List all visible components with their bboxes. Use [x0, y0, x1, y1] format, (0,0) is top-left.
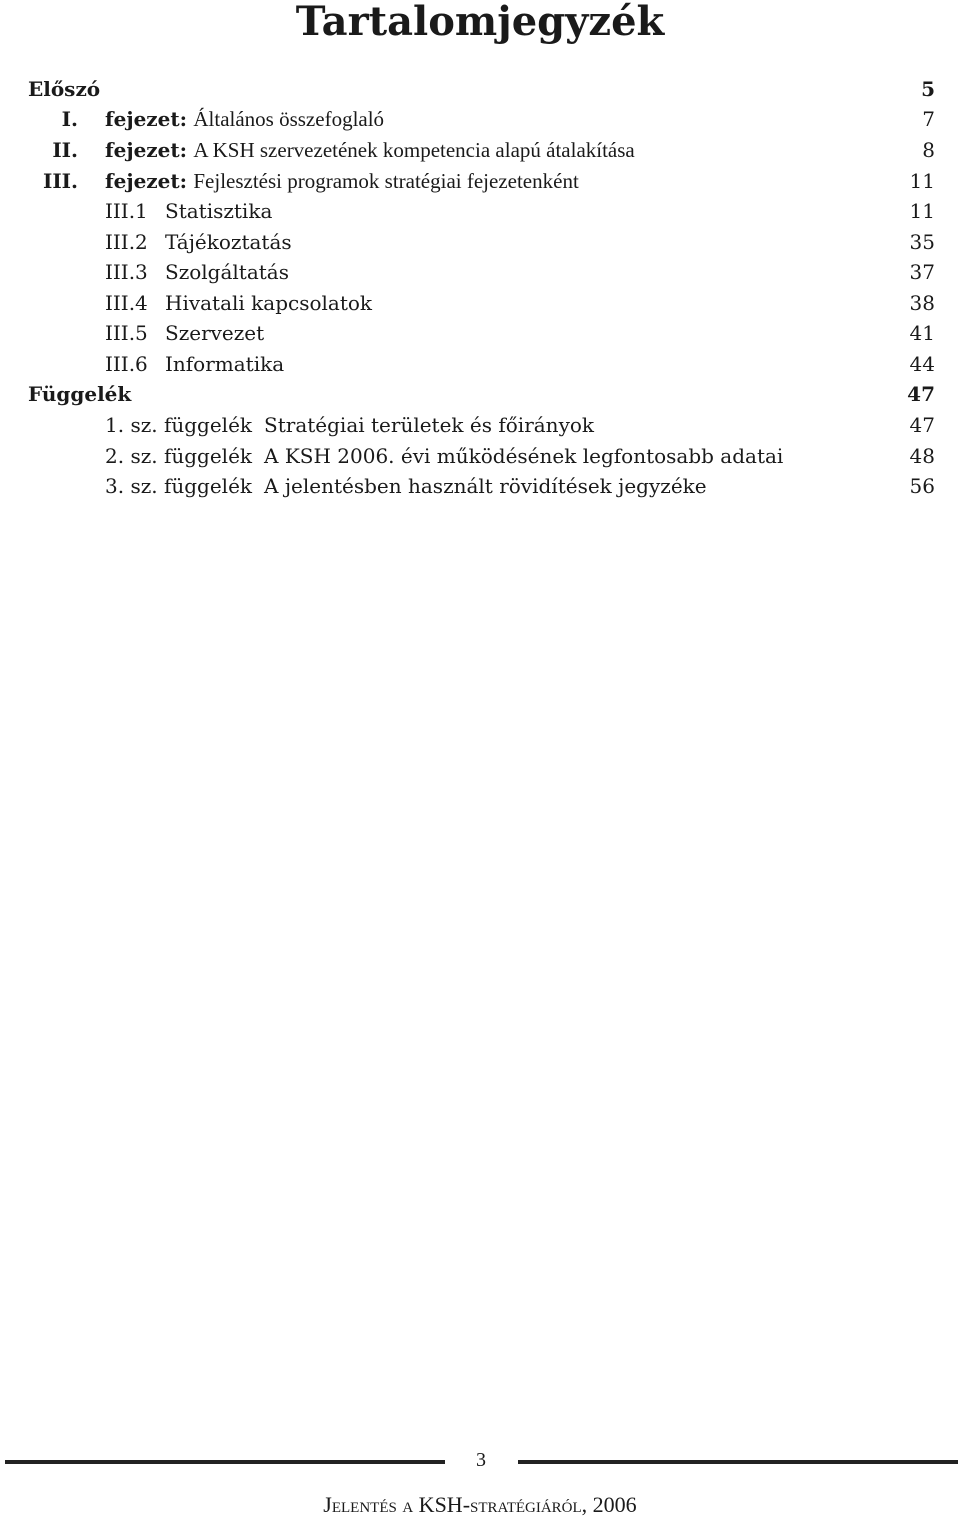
toc-entry-page: 38: [909, 291, 935, 315]
toc-entry-page: 48: [909, 444, 935, 468]
section-number: III.2: [105, 230, 148, 254]
chapter-title: Általános összefoglaló: [193, 107, 385, 131]
toc-entry-appendix-3[interactable]: [28, 471, 935, 501]
toc-entry-section-iii-2[interactable]: [28, 227, 935, 257]
toc-entry-page: 56: [909, 474, 935, 498]
section-number: III.3: [105, 260, 148, 284]
toc-entry-page: 35: [909, 230, 935, 254]
toc-entry-page: 41: [909, 321, 935, 345]
appendix-title: A KSH 2006. évi működésének legfontosabb adatai: [264, 444, 784, 468]
section-title: Informatika: [165, 352, 285, 376]
toc-entry-label: Előszó: [28, 77, 101, 101]
toc-entry-page: 8: [922, 138, 935, 162]
chapter-title: Fejlesztési programok stratégiai fejezetenként: [193, 169, 579, 193]
toc-entry-section-iii-3[interactable]: [28, 257, 935, 287]
chapter-number: III.: [42, 169, 78, 193]
chapter-number: I.: [61, 107, 78, 131]
footer-rule-right: [518, 1460, 958, 1464]
appendix-title: A jelentésben használt rövidítések jegyzéke: [264, 474, 707, 498]
appendix-number: 2. sz. függelék: [105, 444, 253, 468]
page-title: Tartalomjegyzék: [295, 0, 665, 45]
section-title: Szervezet: [165, 321, 265, 345]
toc-entry-page: 5: [921, 77, 935, 101]
toc-entry-label: Függelék: [28, 382, 132, 406]
section-number: III.6: [105, 352, 148, 376]
toc-entry-chapter-3[interactable]: [28, 166, 935, 196]
toc-entry-section-iii-1[interactable]: [28, 196, 935, 226]
section-number: III.1: [105, 199, 148, 223]
chapter-number: II.: [52, 138, 78, 162]
appendix-title: Stratégiai területek és főirányok: [264, 413, 595, 437]
running-footer: Jelentés a KSH-stratégiáról, 2006: [323, 1492, 637, 1517]
chapter-keyword: fejezet:: [105, 169, 187, 193]
toc-entry-page: 11: [909, 169, 935, 193]
page-number: 3: [476, 1449, 486, 1471]
toc-entry-page: 37: [909, 260, 935, 284]
toc-entry-section-iii-6[interactable]: [28, 349, 935, 379]
chapter-title: A KSH szervezetének kompetencia alapú átalakítása: [193, 138, 635, 162]
appendix-number: 3. sz. függelék: [105, 474, 253, 498]
toc-entry-page: 44: [909, 352, 935, 376]
chapter-keyword: fejezet:: [105, 107, 187, 131]
section-title: Hivatali kapcsolatok: [165, 291, 373, 315]
toc-entry-chapter-1[interactable]: [28, 104, 935, 134]
toc-entry-appendix-1[interactable]: [28, 410, 935, 440]
chapter-keyword: fejezet:: [105, 138, 187, 162]
toc-entry-appendix[interactable]: [28, 379, 935, 409]
section-title: Statisztika: [165, 199, 273, 223]
section-number: III.4: [105, 291, 148, 315]
toc-entry-section-iii-5[interactable]: [28, 318, 935, 348]
section-title: Szolgáltatás: [165, 260, 289, 284]
toc-entry-page: 47: [909, 413, 935, 437]
appendix-number: 1. sz. függelék: [105, 413, 253, 437]
toc-entry-page: 7: [922, 107, 935, 131]
toc-entry-chapter-2[interactable]: [28, 135, 935, 165]
section-title: Tájékoztatás: [165, 230, 292, 254]
toc-entry-page: 47: [907, 382, 935, 406]
toc-entry-page: 11: [909, 199, 935, 223]
section-number: III.5: [105, 321, 148, 345]
footer-rule-left: [5, 1460, 445, 1464]
toc-entry-preface[interactable]: [28, 74, 935, 104]
toc-entry-section-iii-4[interactable]: [28, 288, 935, 318]
toc-entry-appendix-2[interactable]: [28, 441, 935, 471]
